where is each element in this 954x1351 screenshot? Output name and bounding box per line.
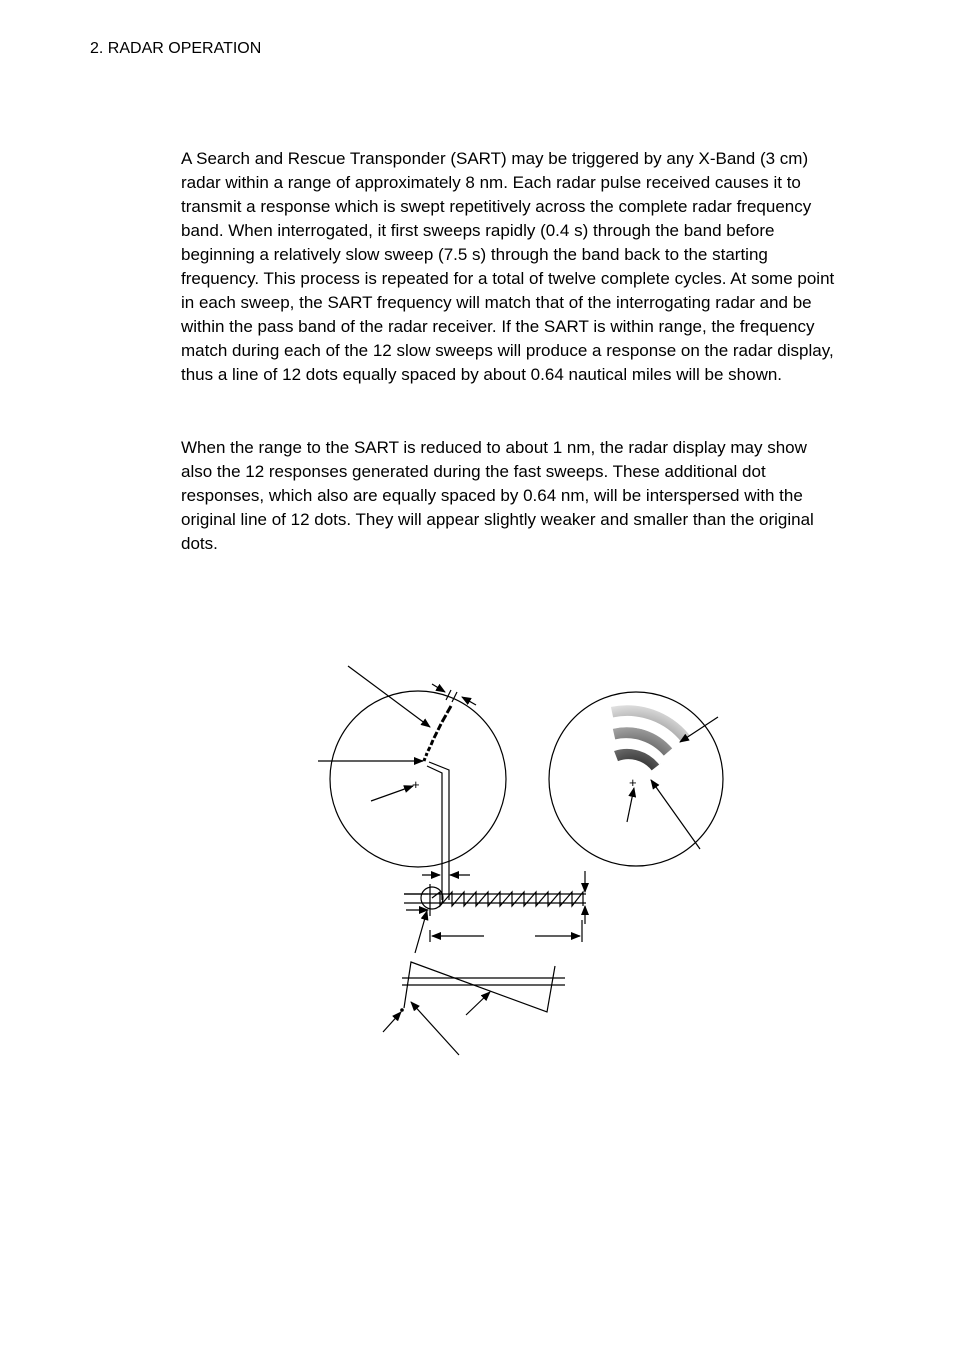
paragraph-close-range: When the range to the SART is reduced to about 1 nm, the radar display may show also the 12 responses generated during the fast sweeps. These additional dot responses, which also are equally spaced by 0.64 nm, will be interspersed with the original line of 12 dots. They will appear slightly weaker and smaller than the original dots.	[181, 438, 814, 553]
sweep-waveform	[404, 871, 586, 953]
right-center-mark: +	[629, 775, 637, 790]
sart-dot-line	[424, 706, 451, 761]
paragraph-sart-description: A Search and Rescue Transponder (SART) may be triggered by any X-Band (3 cm) radar within a range of approximately 8 nm. Each radar pulse received causes it to transmit a response which is swept repetitively across the complete radar frequency band. When interrogated, it first sweeps rapidly (0.4 s) through the band before beginning a relatively slow sweep (7.5 s) through the band back to the starting frequency. This process is repeated for a total of twelve complete cycles. At some point in each sweep, the SART frequency will match that of the interrogating radar and be within the pass band of the radar receiver. If the SART is within range, the frequency match during each of the 12 slow sweeps will produce a response on the radar display, thus a line of 12 dots equally spaced by about 0.64 nautical miles will be shown.	[181, 149, 835, 384]
single-sweep-sketch	[383, 962, 565, 1055]
sart-dot	[400, 1008, 404, 1012]
section-header: 2. RADAR OPERATION	[90, 40, 262, 57]
left-center-mark: +	[412, 777, 420, 792]
